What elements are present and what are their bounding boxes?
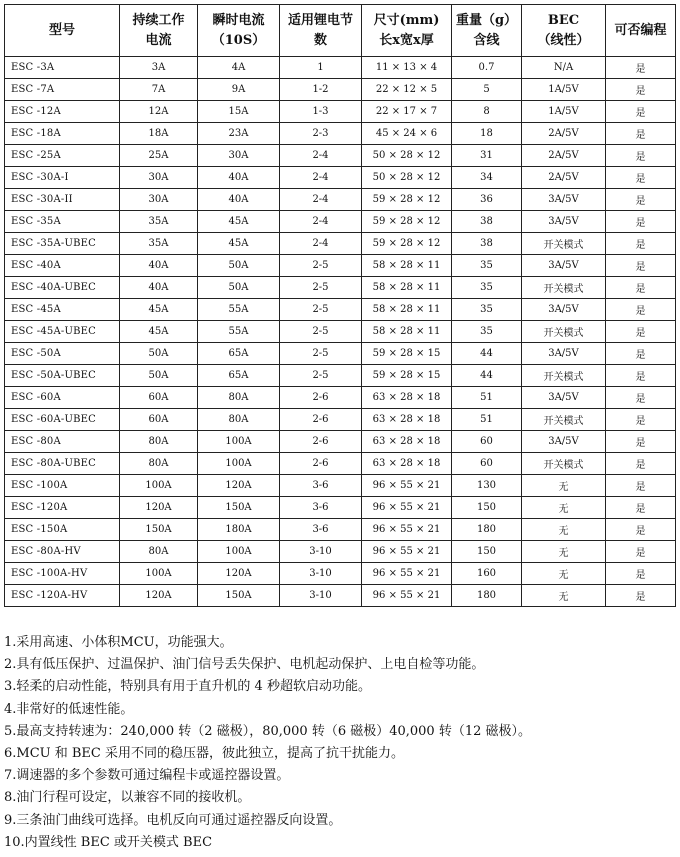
cell-lipo-cells: 3-10	[280, 563, 362, 585]
cell-dimensions: 63 × 28 × 18	[362, 431, 452, 453]
cell-model: ESC -18A	[5, 123, 120, 145]
cell-burst-current: 50A	[198, 255, 280, 277]
feature-note: 3.轻柔的启动性能，特别具有用于直升机的 4 秒超软启动功能。	[4, 679, 371, 695]
cell-programmable: 是	[606, 233, 676, 255]
feature-note: 8.油门行程可设定，以兼容不同的接收机。	[4, 790, 251, 806]
cell-burst-current: 80A	[198, 409, 280, 431]
cell-model: ESC -40A-UBEC	[5, 277, 120, 299]
cell-weight: 35	[452, 299, 522, 321]
header-programmable	[606, 5, 676, 57]
cell-model: ESC -120A	[5, 497, 120, 519]
cell-bec: 3A/5V	[522, 299, 606, 321]
table-row	[5, 497, 676, 519]
cell-model: ESC -40A	[5, 255, 120, 277]
cell-bec: 无	[522, 563, 606, 585]
header-dimensions-line: 长x宽x厚	[379, 32, 434, 48]
header-dimensions-line: 尺寸(mm)	[373, 12, 440, 28]
header-burst-current-line: （10S）	[211, 32, 266, 48]
cell-programmable: 是	[606, 541, 676, 563]
cell-weight: 34	[452, 167, 522, 189]
cell-weight: 36	[452, 189, 522, 211]
header-lipo-cells-line: 数	[313, 32, 327, 48]
cell-model: ESC -80A-UBEC	[5, 453, 120, 475]
table-row	[5, 233, 676, 255]
cell-burst-current: 9A	[198, 79, 280, 101]
cell-dimensions: 59 × 28 × 12	[362, 211, 452, 233]
feature-note: 1.采用高速、小体积MCU，功能强大。	[4, 635, 233, 650]
cell-programmable: 是	[606, 101, 676, 123]
cell-burst-current: 120A	[198, 563, 280, 585]
table-row	[5, 145, 676, 167]
cell-burst-current: 23A	[198, 123, 280, 145]
table-row	[5, 563, 676, 585]
cell-continuous-current: 80A	[120, 431, 198, 453]
cell-lipo-cells: 2-3	[280, 123, 362, 145]
cell-model: ESC -100A-HV	[5, 563, 120, 585]
cell-programmable: 是	[606, 431, 676, 453]
table-row	[5, 255, 676, 277]
cell-weight: 60	[452, 453, 522, 475]
feature-note: 10.内置线性 BEC 或开关模式 BEC	[4, 834, 213, 850]
cell-weight: 35	[452, 255, 522, 277]
cell-programmable: 是	[606, 343, 676, 365]
header-weight	[452, 5, 522, 57]
cell-programmable: 是	[606, 497, 676, 519]
cell-bec: 开关模式	[522, 365, 606, 387]
cell-model: ESC -120A-HV	[5, 585, 120, 607]
cell-burst-current: 150A	[198, 497, 280, 519]
cell-bec: 开关模式	[522, 321, 606, 343]
cell-model: ESC -60A-UBEC	[5, 409, 120, 431]
feature-note: 6.MCU 和 BEC 采用不同的稳压器，彼此独立，提高了抗干扰能力。	[4, 746, 405, 762]
cell-bec: 无	[522, 541, 606, 563]
table-row	[5, 475, 676, 497]
cell-lipo-cells: 2-6	[280, 409, 362, 431]
cell-weight: 44	[452, 365, 522, 387]
cell-lipo-cells: 2-4	[280, 167, 362, 189]
cell-dimensions: 63 × 28 × 18	[362, 453, 452, 475]
cell-dimensions: 96 × 55 × 21	[362, 519, 452, 541]
cell-dimensions: 63 × 28 × 18	[362, 409, 452, 431]
header-continuous-current	[120, 5, 198, 57]
cell-dimensions: 45 × 24 × 6	[362, 123, 452, 145]
cell-bec: 3A/5V	[522, 387, 606, 409]
cell-lipo-cells: 2-4	[280, 233, 362, 255]
cell-programmable: 是	[606, 255, 676, 277]
cell-continuous-current: 45A	[120, 321, 198, 343]
cell-programmable: 是	[606, 453, 676, 475]
cell-dimensions: 58 × 28 × 11	[362, 321, 452, 343]
table-row	[5, 387, 676, 409]
cell-continuous-current: 35A	[120, 233, 198, 255]
cell-programmable: 是	[606, 299, 676, 321]
cell-weight: 8	[452, 101, 522, 123]
cell-programmable: 是	[606, 189, 676, 211]
cell-lipo-cells: 2-5	[280, 277, 362, 299]
cell-model: ESC -35A-UBEC	[5, 233, 120, 255]
cell-programmable: 是	[606, 57, 676, 79]
cell-lipo-cells: 1-2	[280, 79, 362, 101]
cell-bec: 开关模式	[522, 233, 606, 255]
feature-notes-list	[4, 632, 676, 854]
cell-programmable: 是	[606, 167, 676, 189]
cell-lipo-cells: 3-6	[280, 519, 362, 541]
cell-lipo-cells: 2-5	[280, 321, 362, 343]
cell-model: ESC -60A	[5, 387, 120, 409]
cell-continuous-current: 3A	[120, 57, 198, 79]
cell-lipo-cells: 2-5	[280, 299, 362, 321]
cell-burst-current: 40A	[198, 167, 280, 189]
cell-bec: 无	[522, 497, 606, 519]
cell-bec: 2A/5V	[522, 145, 606, 167]
cell-burst-current: 100A	[198, 541, 280, 563]
cell-burst-current: 4A	[198, 57, 280, 79]
cell-weight: 31	[452, 145, 522, 167]
cell-dimensions: 96 × 55 × 21	[362, 585, 452, 607]
cell-dimensions: 96 × 55 × 21	[362, 475, 452, 497]
cell-bec: 无	[522, 585, 606, 607]
cell-continuous-current: 80A	[120, 453, 198, 475]
cell-model: ESC -12A	[5, 101, 120, 123]
feature-note: 9.三条油门曲线可选择。电机反向可通过遥控器反向设置。	[4, 812, 342, 828]
cell-weight: 150	[452, 541, 522, 563]
header-dimensions	[362, 5, 452, 57]
cell-burst-current: 150A	[198, 585, 280, 607]
table-row	[5, 453, 676, 475]
cell-bec: 1A/5V	[522, 79, 606, 101]
header-bec-line: BEC	[547, 12, 580, 28]
cell-dimensions: 59 × 28 × 15	[362, 365, 452, 387]
cell-bec: 开关模式	[522, 453, 606, 475]
cell-continuous-current: 25A	[120, 145, 198, 167]
header-bec	[522, 5, 606, 57]
cell-continuous-current: 50A	[120, 365, 198, 387]
feature-note: 5.最高支持转速为：240,000 转（2 磁极），80,000 转（6 磁极）40,000 转（12 磁极）。	[4, 723, 532, 739]
cell-dimensions: 22 × 12 × 5	[362, 79, 452, 101]
cell-programmable: 是	[606, 519, 676, 541]
cell-burst-current: 180A	[198, 519, 280, 541]
cell-lipo-cells: 3-6	[280, 497, 362, 519]
cell-burst-current: 100A	[198, 431, 280, 453]
header-weight-line: 含线	[473, 32, 500, 48]
table-row	[5, 519, 676, 541]
cell-dimensions: 50 × 28 × 12	[362, 145, 452, 167]
table-row	[5, 343, 676, 365]
table-row	[5, 541, 676, 563]
table-row	[5, 101, 676, 123]
cell-bec: 3A/5V	[522, 343, 606, 365]
cell-model: ESC -3A	[5, 57, 120, 79]
table-row	[5, 189, 676, 211]
cell-lipo-cells: 3-10	[280, 585, 362, 607]
cell-continuous-current: 12A	[120, 101, 198, 123]
cell-bec: 2A/5V	[522, 123, 606, 145]
header-weight-line: 重量（g）	[455, 12, 518, 28]
cell-programmable: 是	[606, 409, 676, 431]
cell-weight: 180	[452, 519, 522, 541]
cell-programmable: 是	[606, 475, 676, 497]
feature-note: 2.具有低压保护、过温保护、油门信号丢失保护、电机起动保护、上电自检等功能。	[4, 657, 485, 673]
cell-dimensions: 50 × 28 × 12	[362, 167, 452, 189]
cell-continuous-current: 50A	[120, 343, 198, 365]
cell-continuous-current: 30A	[120, 189, 198, 211]
cell-programmable: 是	[606, 321, 676, 343]
cell-bec: 3A/5V	[522, 189, 606, 211]
cell-weight: 180	[452, 585, 522, 607]
cell-model: ESC -80A-HV	[5, 541, 120, 563]
cell-continuous-current: 60A	[120, 409, 198, 431]
header-programmable-line: 可否编程	[614, 22, 667, 38]
cell-burst-current: 50A	[198, 277, 280, 299]
cell-model: ESC -100A	[5, 475, 120, 497]
cell-burst-current: 30A	[198, 145, 280, 167]
table-row	[5, 277, 676, 299]
table-row	[5, 585, 676, 607]
cell-weight: 18	[452, 123, 522, 145]
cell-continuous-current: 100A	[120, 475, 198, 497]
cell-continuous-current: 30A	[120, 167, 198, 189]
cell-lipo-cells: 2-5	[280, 343, 362, 365]
feature-note: 7.调速器的多个参数可通过编程卡或遥控器设置。	[4, 768, 290, 784]
header-burst-current	[198, 5, 280, 57]
cell-programmable: 是	[606, 211, 676, 233]
cell-bec: N/A	[522, 57, 606, 79]
cell-continuous-current: 40A	[120, 255, 198, 277]
cell-dimensions: 58 × 28 × 11	[362, 277, 452, 299]
cell-bec: 开关模式	[522, 277, 606, 299]
cell-continuous-current: 100A	[120, 563, 198, 585]
cell-model: ESC -80A	[5, 431, 120, 453]
cell-weight: 38	[452, 211, 522, 233]
header-model-line: 型号	[48, 22, 75, 38]
header-lipo-cells-line: 适用锂电节	[287, 12, 353, 28]
cell-dimensions: 96 × 55 × 21	[362, 541, 452, 563]
cell-burst-current: 55A	[198, 321, 280, 343]
table-body	[5, 57, 676, 607]
cell-continuous-current: 45A	[120, 299, 198, 321]
table-row	[5, 431, 676, 453]
cell-lipo-cells: 2-5	[280, 255, 362, 277]
table-row	[5, 79, 676, 101]
table-row	[5, 211, 676, 233]
header-continuous-current-line: 持续工作	[132, 12, 185, 28]
cell-burst-current: 120A	[198, 475, 280, 497]
cell-programmable: 是	[606, 365, 676, 387]
cell-burst-current: 100A	[198, 453, 280, 475]
cell-burst-current: 65A	[198, 365, 280, 387]
cell-burst-current: 45A	[198, 211, 280, 233]
cell-bec: 3A/5V	[522, 211, 606, 233]
cell-dimensions: 58 × 28 × 11	[362, 255, 452, 277]
cell-burst-current: 65A	[198, 343, 280, 365]
cell-continuous-current: 7A	[120, 79, 198, 101]
header-continuous-current-line: 电流	[145, 32, 172, 48]
cell-dimensions: 63 × 28 × 18	[362, 387, 452, 409]
table-row	[5, 167, 676, 189]
cell-dimensions: 22 × 17 × 7	[362, 101, 452, 123]
cell-model: ESC -35A	[5, 211, 120, 233]
table-row	[5, 123, 676, 145]
cell-burst-current: 45A	[198, 233, 280, 255]
cell-weight: 35	[452, 277, 522, 299]
cell-lipo-cells: 2-6	[280, 387, 362, 409]
cell-lipo-cells: 2-5	[280, 365, 362, 387]
cell-programmable: 是	[606, 563, 676, 585]
table-row	[5, 321, 676, 343]
cell-weight: 160	[452, 563, 522, 585]
cell-burst-current: 15A	[198, 101, 280, 123]
cell-continuous-current: 120A	[120, 497, 198, 519]
cell-dimensions: 58 × 28 × 11	[362, 299, 452, 321]
cell-weight: 38	[452, 233, 522, 255]
cell-lipo-cells: 2-4	[280, 211, 362, 233]
cell-model: ESC -7A	[5, 79, 120, 101]
cell-weight: 35	[452, 321, 522, 343]
cell-continuous-current: 120A	[120, 585, 198, 607]
cell-bec: 无	[522, 475, 606, 497]
cell-model: ESC -50A-UBEC	[5, 365, 120, 387]
cell-model: ESC -150A	[5, 519, 120, 541]
cell-programmable: 是	[606, 123, 676, 145]
cell-bec: 无	[522, 519, 606, 541]
cell-bec: 开关模式	[522, 409, 606, 431]
cell-dimensions: 96 × 55 × 21	[362, 563, 452, 585]
cell-dimensions: 96 × 55 × 21	[362, 497, 452, 519]
cell-model: ESC -30A-II	[5, 189, 120, 211]
cell-bec: 3A/5V	[522, 255, 606, 277]
cell-weight: 150	[452, 497, 522, 519]
esc-spec-table	[4, 4, 676, 607]
cell-model: ESC -30A-I	[5, 167, 120, 189]
cell-lipo-cells: 1	[280, 57, 362, 79]
cell-programmable: 是	[606, 145, 676, 167]
header-lipo-cells	[280, 5, 362, 57]
cell-weight: 0.7	[452, 57, 522, 79]
cell-lipo-cells: 2-4	[280, 189, 362, 211]
table-row	[5, 409, 676, 431]
cell-continuous-current: 35A	[120, 211, 198, 233]
cell-lipo-cells: 3-10	[280, 541, 362, 563]
cell-lipo-cells: 3-6	[280, 475, 362, 497]
cell-weight: 51	[452, 409, 522, 431]
cell-model: ESC -50A	[5, 343, 120, 365]
cell-model: ESC -45A-UBEC	[5, 321, 120, 343]
cell-dimensions: 59 × 28 × 12	[362, 233, 452, 255]
table-header-row	[5, 5, 676, 57]
cell-model: ESC -45A	[5, 299, 120, 321]
cell-bec: 3A/5V	[522, 431, 606, 453]
cell-programmable: 是	[606, 387, 676, 409]
cell-dimensions: 59 × 28 × 12	[362, 189, 452, 211]
cell-continuous-current: 60A	[120, 387, 198, 409]
cell-continuous-current: 40A	[120, 277, 198, 299]
cell-weight: 44	[452, 343, 522, 365]
cell-weight: 51	[452, 387, 522, 409]
cell-burst-current: 55A	[198, 299, 280, 321]
cell-model: ESC -25A	[5, 145, 120, 167]
cell-dimensions: 11 × 13 × 4	[362, 57, 452, 79]
cell-programmable: 是	[606, 79, 676, 101]
cell-bec: 1A/5V	[522, 101, 606, 123]
cell-weight: 130	[452, 475, 522, 497]
cell-lipo-cells: 2-4	[280, 145, 362, 167]
table-row	[5, 57, 676, 79]
header-burst-current-line: 瞬时电流	[212, 12, 265, 28]
cell-weight: 60	[452, 431, 522, 453]
table-row	[5, 365, 676, 387]
cell-programmable: 是	[606, 585, 676, 607]
cell-continuous-current: 80A	[120, 541, 198, 563]
header-model	[5, 5, 120, 57]
cell-lipo-cells: 1-3	[280, 101, 362, 123]
cell-burst-current: 80A	[198, 387, 280, 409]
cell-continuous-current: 18A	[120, 123, 198, 145]
cell-dimensions: 59 × 28 × 15	[362, 343, 452, 365]
cell-programmable: 是	[606, 277, 676, 299]
table-row	[5, 299, 676, 321]
cell-weight: 5	[452, 79, 522, 101]
cell-lipo-cells: 2-6	[280, 431, 362, 453]
cell-continuous-current: 150A	[120, 519, 198, 541]
header-bec-line: （线性）	[537, 32, 590, 48]
cell-bec: 2A/5V	[522, 167, 606, 189]
cell-burst-current: 40A	[198, 189, 280, 211]
cell-lipo-cells: 2-6	[280, 453, 362, 475]
feature-note: 4.非常好的低速性能。	[4, 701, 134, 717]
